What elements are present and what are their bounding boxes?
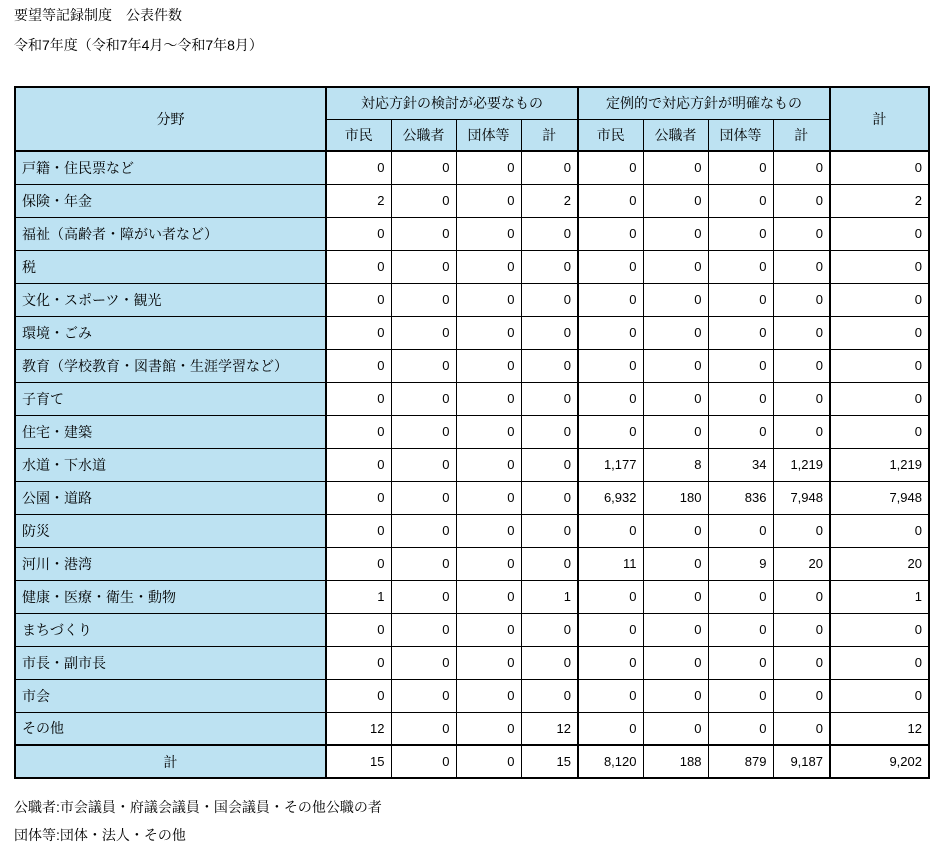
cell-value: 0 [391, 712, 456, 745]
cell-value: 0 [391, 382, 456, 415]
cell-value: 0 [391, 184, 456, 217]
row-label: 教育（学校教育・図書館・生涯学習など） [15, 349, 326, 382]
cell-value: 0 [456, 745, 521, 778]
cell-value: 0 [773, 415, 830, 448]
cell-value: 20 [773, 547, 830, 580]
cell-value: 0 [326, 151, 391, 184]
cell-value: 0 [773, 349, 830, 382]
cell-value: 0 [456, 217, 521, 250]
cell-value: 0 [456, 547, 521, 580]
cell-value: 0 [773, 514, 830, 547]
cell-value: 0 [773, 151, 830, 184]
cell-value: 0 [830, 217, 929, 250]
table-row [15, 151, 929, 184]
cell-value: 1 [521, 580, 578, 613]
cell-value: 0 [578, 580, 643, 613]
cell-value: 0 [578, 613, 643, 646]
cell-value: 0 [456, 448, 521, 481]
cell-value: 0 [643, 580, 708, 613]
cell-value: 0 [456, 316, 521, 349]
cell-value: 0 [326, 415, 391, 448]
cell-value: 0 [830, 151, 929, 184]
cell-value: 20 [830, 547, 929, 580]
cell-value: 0 [578, 382, 643, 415]
table-row [15, 217, 929, 250]
table-row [15, 613, 929, 646]
cell-value: 0 [773, 646, 830, 679]
cell-value: 0 [391, 514, 456, 547]
cell-value: 0 [456, 250, 521, 283]
cell-value: 0 [643, 250, 708, 283]
cell-value: 0 [456, 613, 521, 646]
cell-value: 0 [708, 184, 773, 217]
page-title: 要望等記録制度 公表件数 [14, 7, 182, 23]
col-header-group-2: 団体等 [708, 119, 773, 151]
cell-value: 0 [391, 217, 456, 250]
cell-value: 0 [456, 382, 521, 415]
row-label: 子育て [15, 382, 326, 415]
table-row [15, 184, 929, 217]
cell-value: 0 [708, 316, 773, 349]
cell-value: 0 [708, 382, 773, 415]
table-total-row [15, 745, 929, 778]
cell-value: 0 [643, 151, 708, 184]
cell-value: 0 [830, 382, 929, 415]
cell-value: 0 [391, 580, 456, 613]
row-label: 公園・道路 [15, 481, 326, 514]
table-row [15, 349, 929, 382]
table-body [15, 151, 929, 778]
cell-value: 0 [773, 250, 830, 283]
cell-value: 180 [643, 481, 708, 514]
cell-value: 0 [391, 613, 456, 646]
cell-value: 0 [521, 514, 578, 547]
cell-value: 0 [326, 613, 391, 646]
cell-value: 0 [521, 349, 578, 382]
counts-table [14, 86, 930, 779]
row-label: 住宅・建築 [15, 415, 326, 448]
cell-value: 0 [578, 184, 643, 217]
cell-value: 0 [391, 151, 456, 184]
row-label: 税 [15, 250, 326, 283]
cell-value: 0 [456, 283, 521, 316]
cell-value: 0 [456, 712, 521, 745]
cell-value: 0 [830, 250, 929, 283]
cell-value: 0 [708, 415, 773, 448]
cell-value: 0 [578, 316, 643, 349]
cell-value: 0 [456, 580, 521, 613]
cell-value: 0 [521, 679, 578, 712]
cell-value: 0 [708, 679, 773, 712]
cell-value: 0 [578, 514, 643, 547]
cell-value: 0 [391, 745, 456, 778]
row-label: 戸籍・住民票など [15, 151, 326, 184]
table-row [15, 250, 929, 283]
cell-value: 0 [708, 349, 773, 382]
cell-value: 0 [521, 217, 578, 250]
cell-value: 0 [456, 151, 521, 184]
cell-value: 0 [830, 415, 929, 448]
col-header-subtotal-1: 計 [521, 119, 578, 151]
cell-value: 0 [643, 547, 708, 580]
row-label: 市長・副市長 [15, 646, 326, 679]
cell-value: 9,202 [830, 745, 929, 778]
col-header-field: 分野 [15, 87, 326, 151]
cell-value: 0 [773, 580, 830, 613]
cell-value: 7,948 [830, 481, 929, 514]
table-group-header-row [15, 87, 929, 119]
cell-value: 0 [326, 382, 391, 415]
cell-value: 0 [708, 646, 773, 679]
table-row [15, 646, 929, 679]
row-label: まちづくり [15, 613, 326, 646]
cell-value: 0 [578, 151, 643, 184]
table-row [15, 316, 929, 349]
cell-value: 8 [643, 448, 708, 481]
cell-value: 1 [326, 580, 391, 613]
cell-value: 836 [708, 481, 773, 514]
cell-value: 0 [326, 646, 391, 679]
cell-value: 0 [456, 481, 521, 514]
table-row [15, 382, 929, 415]
cell-value: 34 [708, 448, 773, 481]
row-label: 河川・港湾 [15, 547, 326, 580]
cell-value: 0 [391, 481, 456, 514]
cell-value: 0 [521, 283, 578, 316]
row-label: 防災 [15, 514, 326, 547]
cell-value: 8,120 [578, 745, 643, 778]
cell-value: 0 [326, 679, 391, 712]
cell-value: 0 [456, 349, 521, 382]
cell-value: 0 [708, 613, 773, 646]
table-row [15, 679, 929, 712]
cell-value: 0 [773, 382, 830, 415]
cell-value: 0 [521, 151, 578, 184]
table-header [15, 87, 929, 151]
cell-value: 0 [456, 679, 521, 712]
cell-value: 0 [578, 349, 643, 382]
col-header-citizen-2: 市民 [578, 119, 643, 151]
cell-value: 0 [643, 382, 708, 415]
cell-value: 0 [643, 679, 708, 712]
cell-value: 0 [391, 547, 456, 580]
table-row [15, 580, 929, 613]
cell-value: 0 [521, 547, 578, 580]
row-label: 文化・スポーツ・観光 [15, 283, 326, 316]
cell-value: 0 [456, 415, 521, 448]
table-row [15, 514, 929, 547]
page-subtitle: 令和7年度（令和7年4月～令和7年8月） [14, 37, 263, 53]
cell-value: 0 [830, 514, 929, 547]
cell-value: 0 [708, 250, 773, 283]
cell-value: 0 [708, 151, 773, 184]
col-header-subtotal-2: 計 [773, 119, 830, 151]
cell-value: 0 [830, 613, 929, 646]
cell-value: 0 [773, 217, 830, 250]
cell-value: 2 [326, 184, 391, 217]
cell-value: 0 [643, 646, 708, 679]
cell-value: 12 [830, 712, 929, 745]
col-header-group-1: 団体等 [456, 119, 521, 151]
cell-value: 0 [773, 184, 830, 217]
cell-value: 0 [773, 283, 830, 316]
cell-value: 9 [708, 547, 773, 580]
cell-value: 15 [521, 745, 578, 778]
cell-value: 0 [326, 547, 391, 580]
cell-value: 0 [521, 415, 578, 448]
row-label: 福祉（高齢者・障がい者など） [15, 217, 326, 250]
cell-value: 2 [521, 184, 578, 217]
cell-value: 0 [456, 184, 521, 217]
cell-value: 12 [326, 712, 391, 745]
cell-value: 0 [773, 613, 830, 646]
cell-value: 0 [326, 349, 391, 382]
cell-value: 0 [391, 349, 456, 382]
cell-value: 0 [326, 448, 391, 481]
row-label: 保険・年金 [15, 184, 326, 217]
row-label: その他 [15, 712, 326, 745]
table-row [15, 712, 929, 745]
cell-value: 0 [643, 415, 708, 448]
cell-value: 2 [830, 184, 929, 217]
cell-value: 0 [643, 184, 708, 217]
cell-value: 0 [643, 349, 708, 382]
cell-value: 0 [578, 217, 643, 250]
cell-value: 1,177 [578, 448, 643, 481]
table-row [15, 481, 929, 514]
cell-value: 0 [326, 217, 391, 250]
cell-value: 0 [708, 514, 773, 547]
cell-value: 0 [391, 646, 456, 679]
col-header-grand-total: 計 [830, 87, 929, 151]
col-header-official-1: 公職者 [391, 119, 456, 151]
cell-value: 0 [326, 250, 391, 283]
cell-value: 0 [708, 217, 773, 250]
cell-value: 15 [326, 745, 391, 778]
cell-value: 0 [578, 679, 643, 712]
cell-value: 0 [643, 514, 708, 547]
cell-value: 0 [521, 316, 578, 349]
row-label: 水道・下水道 [15, 448, 326, 481]
col-group-header-needs-review: 対応方針の検討が必要なもの [326, 87, 578, 119]
cell-value: 879 [708, 745, 773, 778]
cell-value: 1 [830, 580, 929, 613]
cell-value: 0 [391, 250, 456, 283]
cell-value: 0 [521, 646, 578, 679]
table-row [15, 415, 929, 448]
table-row [15, 448, 929, 481]
cell-value: 0 [643, 712, 708, 745]
row-label: 健康・医療・衛生・動物 [15, 580, 326, 613]
footnote-groups: 団体等:団体・法人・その他 [14, 827, 186, 843]
cell-value: 7,948 [773, 481, 830, 514]
cell-value: 0 [773, 316, 830, 349]
footnote-officials: 公職者:市会議員・府議会議員・国会議員・その他公職の者 [14, 799, 382, 815]
cell-value: 0 [521, 613, 578, 646]
cell-value: 0 [391, 448, 456, 481]
cell-value: 0 [830, 316, 929, 349]
cell-value: 1,219 [773, 448, 830, 481]
cell-value: 0 [326, 283, 391, 316]
cell-value: 0 [521, 448, 578, 481]
cell-value: 0 [773, 679, 830, 712]
cell-value: 188 [643, 745, 708, 778]
table-row [15, 547, 929, 580]
table-row [15, 283, 929, 316]
col-header-citizen-1: 市民 [326, 119, 391, 151]
cell-value: 0 [521, 481, 578, 514]
cell-value: 6,932 [578, 481, 643, 514]
footnotes [14, 800, 950, 843]
cell-value: 0 [391, 679, 456, 712]
row-label: 環境・ごみ [15, 316, 326, 349]
cell-value: 0 [578, 712, 643, 745]
cell-value: 0 [773, 712, 830, 745]
cell-value: 0 [326, 514, 391, 547]
cell-value: 0 [643, 316, 708, 349]
cell-value: 0 [643, 217, 708, 250]
col-group-header-routine: 定例的で対応方針が明確なもの [578, 87, 830, 119]
row-label: 市会 [15, 679, 326, 712]
cell-value: 0 [391, 415, 456, 448]
col-header-official-2: 公職者 [643, 119, 708, 151]
row-label: 計 [15, 745, 326, 778]
cell-value: 0 [578, 283, 643, 316]
cell-value: 0 [643, 283, 708, 316]
cell-value: 0 [643, 613, 708, 646]
cell-value: 0 [391, 316, 456, 349]
cell-value: 0 [578, 646, 643, 679]
cell-value: 0 [830, 283, 929, 316]
cell-value: 0 [708, 580, 773, 613]
cell-value: 0 [326, 481, 391, 514]
cell-value: 12 [521, 712, 578, 745]
cell-value: 0 [578, 415, 643, 448]
cell-value: 1,219 [830, 448, 929, 481]
cell-value: 0 [521, 382, 578, 415]
cell-value: 0 [830, 646, 929, 679]
cell-value: 0 [456, 514, 521, 547]
cell-value: 0 [830, 679, 929, 712]
cell-value: 0 [326, 316, 391, 349]
cell-value: 11 [578, 547, 643, 580]
cell-value: 0 [830, 349, 929, 382]
cell-value: 0 [456, 646, 521, 679]
cell-value: 0 [391, 283, 456, 316]
cell-value: 0 [578, 250, 643, 283]
cell-value: 9,187 [773, 745, 830, 778]
cell-value: 0 [521, 250, 578, 283]
cell-value: 0 [708, 283, 773, 316]
cell-value: 0 [708, 712, 773, 745]
